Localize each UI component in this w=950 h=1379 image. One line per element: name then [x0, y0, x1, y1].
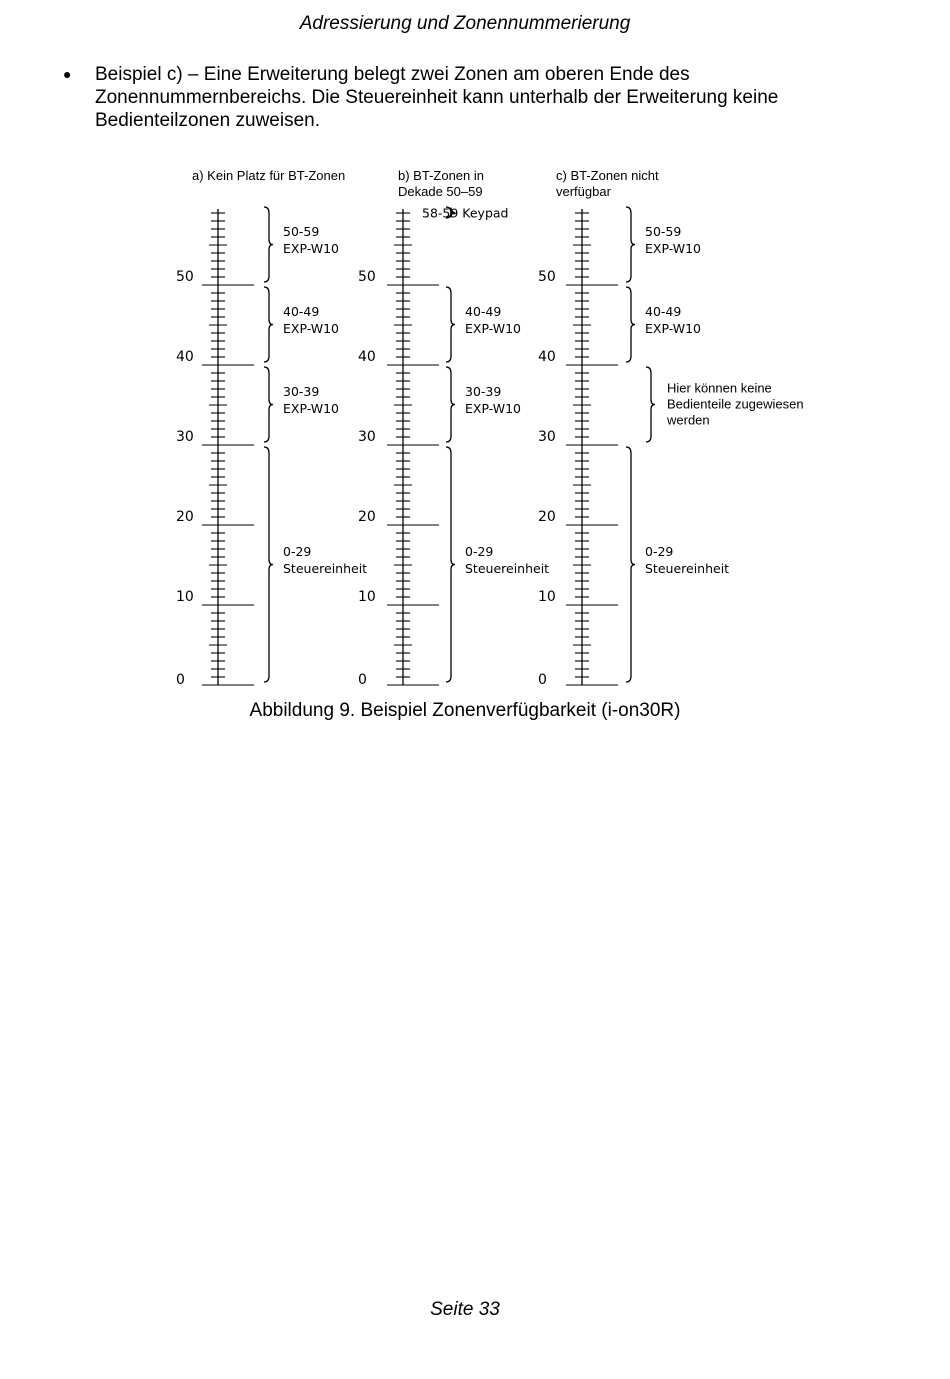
segment-brace	[626, 207, 635, 282]
segment-label: 0-29	[283, 544, 312, 559]
segment-brace	[264, 367, 273, 442]
axis-number: 10	[538, 589, 556, 605]
segment-brace	[646, 367, 655, 442]
segment-brace	[264, 447, 273, 682]
figure-caption: Abbildung 9. Beispiel Zonenverfügbarkeit (i-on30R)	[249, 700, 681, 721]
segment-label: 40-49	[465, 304, 502, 319]
column-title: Dekade 50–59	[398, 184, 483, 199]
segment-label: EXP-W10	[283, 241, 339, 256]
axis-number: 10	[176, 589, 194, 605]
axis-number: 0	[538, 672, 547, 688]
column-title: a) Kein Platz für BT-Zonen	[192, 168, 346, 183]
column-title: b) BT-Zonen in	[398, 168, 484, 183]
axis-number: 50	[176, 269, 194, 285]
segment-label: werden	[667, 412, 710, 428]
axis-number: 50	[538, 269, 556, 285]
segment-label: EXP-W10	[283, 321, 339, 336]
axis-number: 20	[538, 509, 556, 525]
segment-label: Steuereinheit	[465, 561, 550, 576]
axis-number: 40	[176, 349, 194, 365]
axis-number: 40	[358, 349, 376, 365]
axis-number: 30	[176, 429, 194, 445]
axis-number: 20	[358, 509, 376, 525]
segment-label: Steuereinheit	[645, 561, 730, 576]
page-footer: Seite 33	[430, 1299, 500, 1320]
segment-label: 50-59	[283, 224, 320, 239]
segment-brace	[626, 447, 635, 682]
segment-label: 30-39	[465, 384, 502, 399]
segment-label: EXP-W10	[465, 401, 521, 416]
bullet-item	[63, 63, 863, 132]
segment-label: EXP-W10	[645, 321, 701, 336]
segment-label: 50-59	[645, 224, 682, 239]
segment-label: 0-29	[465, 544, 494, 559]
column-title: verfügbar	[556, 184, 611, 199]
segment-brace	[446, 287, 455, 362]
segment-label: 40-49	[645, 304, 682, 319]
axis-number: 20	[176, 509, 194, 525]
axis-number: 30	[538, 429, 556, 445]
segment-label: Hier können keine	[667, 380, 772, 396]
axis-number: 10	[358, 589, 376, 605]
zone-diagram	[0, 150, 930, 695]
segment-label: Steuereinheit	[283, 561, 368, 576]
page-header: Adressierung und Zonennummerierung	[299, 13, 631, 34]
axis-number: 0	[176, 672, 185, 688]
segment-brace	[446, 367, 455, 442]
axis-number: 40	[538, 349, 556, 365]
segment-label: EXP-W10	[283, 401, 339, 416]
axis-number: 0	[358, 672, 367, 688]
segment-brace	[626, 287, 635, 362]
axis-number: 30	[358, 429, 376, 445]
segment-label: EXP-W10	[465, 321, 521, 336]
segment-label: Bedienteile zugewiesen	[667, 396, 804, 412]
axis-number: 50	[358, 269, 376, 285]
segment-label: 58-59 Keypad	[422, 205, 509, 221]
segment-brace	[264, 287, 273, 362]
segment-label: 30-39	[283, 384, 320, 399]
segment-label: EXP-W10	[645, 241, 701, 256]
bullet-dot: ●	[63, 66, 72, 82]
bullet-text: Beispiel c) – Eine Erweiterung belegt zwei Zonen am oberen Ende des Zonennummernbereichs. Die Steuereinheit kann unterhalb der Erweiterung keine Bedienteilzonen zuweisen.	[95, 64, 779, 131]
column-title: c) BT-Zonen nicht	[556, 168, 659, 183]
segment-label: 0-29	[645, 544, 674, 559]
segment-label: 40-49	[283, 304, 320, 319]
segment-brace	[264, 207, 273, 282]
segment-brace	[446, 447, 455, 682]
